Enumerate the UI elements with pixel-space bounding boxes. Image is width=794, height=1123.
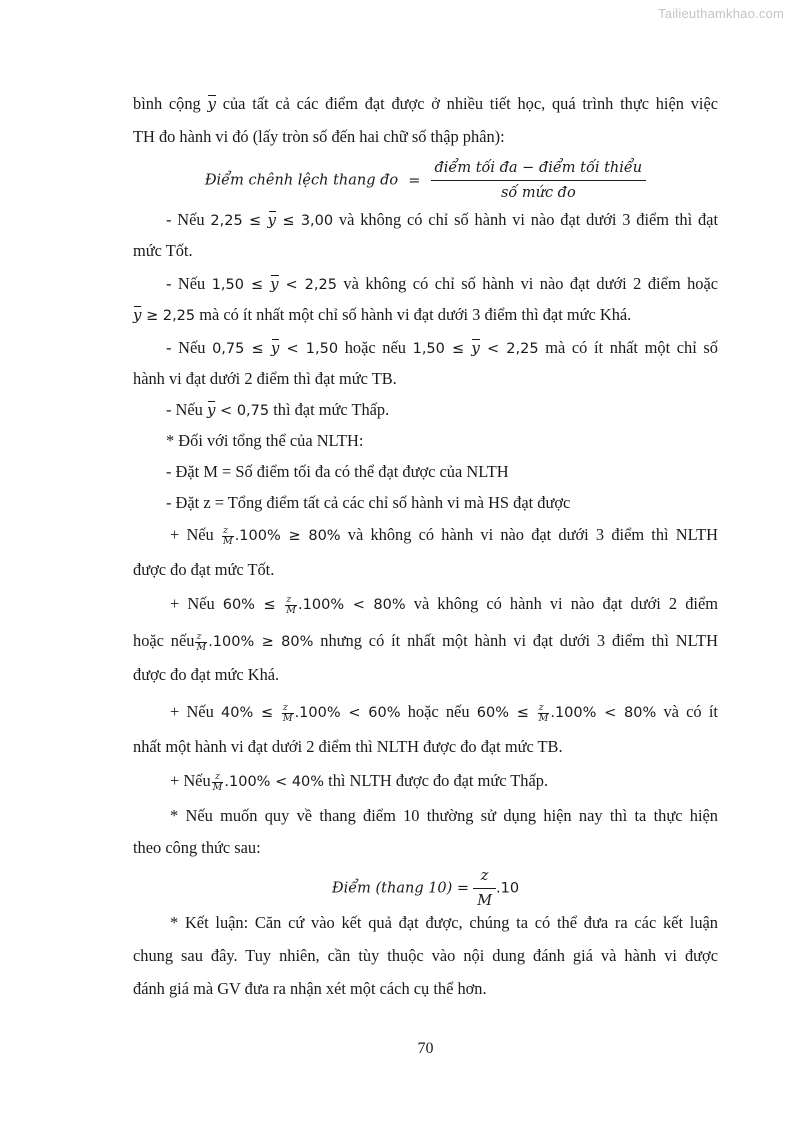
paragraph-line: + Nếu $\frac{z}{M}$ .100% < 40% thì NLTH được đo đạt mức Thấp. — [170, 770, 549, 793]
paragraph-line: được đo đạt mức Khá. — [133, 665, 280, 684]
paragraph-line: + Nếu $\frac{z}{M}$ .100% ≥ 80% và không có hành vi nào đạt dưới 3 điểm thì NLTH — [170, 524, 718, 547]
paragraph-line: - Nếu 2,25 ≤ y ≤ 3,00 và không có chỉ số hành vi nào đạt dưới 3 điểm thì đạt — [166, 210, 719, 229]
paragraph-line: - Nếu y < 0,75 thì đạt mức Thấp. — [166, 400, 390, 419]
paragraph-line: - Nếu 0,75 ≤ y < 1,50 hoặc nếu 1,50 ≤ y < 2,25 mà có ít nhất một chỉ số — [166, 338, 719, 357]
paragraph-line: hành vi đạt dưới 2 điểm thì đạt mức TB. — [133, 369, 397, 388]
paragraph-line: - Đặt M = Số điểm tối đa có thể đạt được của NLTH — [166, 462, 509, 481]
formula-scale-difference: Điểm chênh lệch thang đo = $\frac{\text{điểm tối đa − điểm tối thiểu}}{\text{số mức đo}}$ — [133, 158, 718, 202]
paragraph-line: được đo đạt mức Tốt. — [133, 560, 275, 579]
section-heading: * Đối với tổng thể của NLTH: — [166, 431, 364, 450]
paragraph-line: TH đo hành vi đó (lấy tròn số đến hai chữ số thập phân): — [133, 127, 505, 146]
paragraph-line: - Nếu 1,50 ≤ y < 2,25 và không có chỉ số hành vi nào đạt dưới 2 điểm hoặc — [166, 274, 719, 293]
paragraph-line: chung sau đây. Tuy nhiên, cần tùy thuộc vào nội dung đánh giá và hành vi được — [133, 946, 718, 965]
paragraph-line: nhất một hành vi đạt dưới 2 điểm thì NLTH được đo đạt mức TB. — [133, 737, 563, 756]
paragraph-line: đánh giá mà GV đưa ra nhận xét một cách cụ thể hơn. — [133, 979, 487, 998]
paragraph-line: * Kết luận: Căn cứ vào kết quả đạt được, chúng ta có thể đưa ra các kết luận — [170, 913, 718, 932]
formula-numerator: điểm tối đa − điểm tối thiểu — [431, 158, 647, 181]
paragraph-line: * Nếu muốn quy về thang điểm 10 thường sử dụng hiện nay thì ta thực hiện — [170, 806, 718, 825]
paragraph-line: bình cộng y của tất cả các điểm đạt được ở nhiều tiết học, quá trình thực hiện việc — [133, 94, 718, 113]
paragraph-line: + Nếu 60% ≤ $\frac{z}{M}$ .100% < 80% và không có hành vi nào đạt dưới 2 điểm — [170, 593, 718, 616]
watermark: Tailieuthamkhao.com — [658, 6, 784, 21]
paragraph-line: - Đặt z = Tổng điểm tất cả các chỉ số hành vi mà HS đạt được — [166, 493, 571, 512]
paragraph-line: theo công thức sau: — [133, 838, 261, 857]
paragraph-line: + Nếu 40% ≤ $\frac{z}{M}$ .100% < 60% hoặc nếu 60% ≤ $\frac{z}{M}$ .100% < 80% và có ít — [170, 701, 718, 724]
paragraph-line: hoặc nếu $\frac{z}{M}$ .100% ≥ 80% nhưng có ít nhất một hành vi đạt dưới 3 điểm thì NLTH — [133, 630, 718, 653]
paragraph-line: mức Tốt. — [133, 241, 193, 260]
paragraph-line: y ≥ 2,25 mà có ít nhất một chỉ số hành vi đạt dưới 3 điểm thì đạt mức Khá. — [133, 305, 632, 324]
formula-denominator: số mức đo — [500, 185, 576, 201]
page-number: 70 — [417, 1040, 434, 1057]
formula-scale-10: Điểm (thang 10) = $\frac{z}{M}$ .10 — [331, 868, 520, 909]
